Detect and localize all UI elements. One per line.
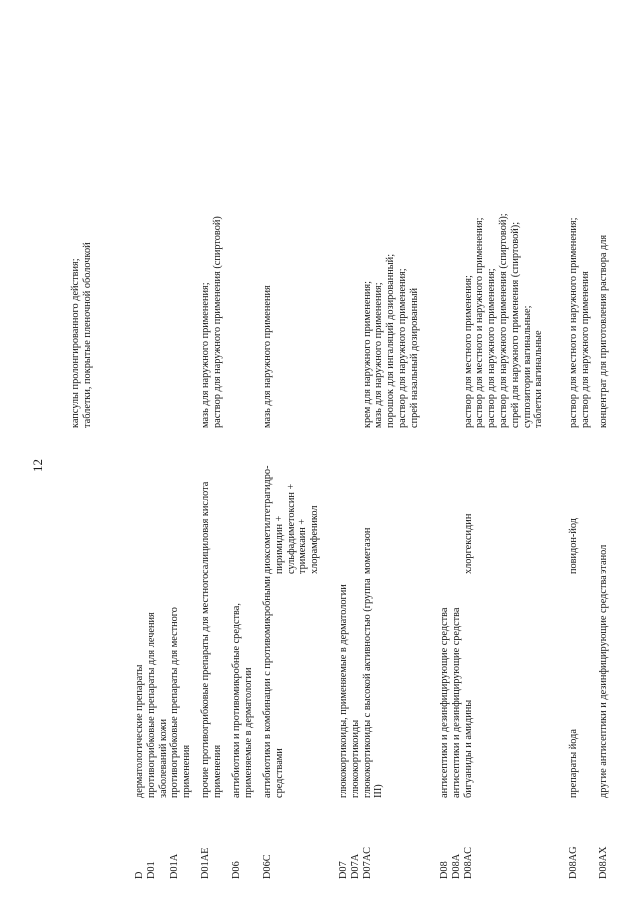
name-cell bbox=[439, 586, 474, 798]
forms-line: спрей для наружного применения (спиртовой); bbox=[509, 221, 521, 428]
code-line: D01 bbox=[145, 861, 157, 879]
code-line: D06 bbox=[231, 861, 242, 879]
name-line: антибиотики в комбинации с противомикробными bbox=[262, 576, 273, 798]
forms-line: раствор для наружного применения bbox=[579, 271, 591, 428]
substance-line bbox=[439, 444, 451, 574]
substance-line: сульфадиметоксин + bbox=[285, 483, 297, 574]
name-line: глюкокортикоиды, применяемые в дерматологии bbox=[338, 584, 349, 798]
name-cell bbox=[200, 573, 224, 798]
code-line: D08AC bbox=[462, 846, 474, 879]
name-line: применения bbox=[211, 744, 223, 798]
forms-cell bbox=[200, 13, 224, 428]
code-cell bbox=[338, 819, 373, 879]
forms-line: раствор для наружного применения (спиртовой) bbox=[211, 216, 223, 428]
forms-line: раствор для наружного применения; bbox=[486, 268, 498, 428]
name-line: III) bbox=[373, 784, 385, 798]
code-line: D07A bbox=[349, 853, 361, 879]
name-line: глюкокортикоиды bbox=[349, 719, 361, 798]
code-cell bbox=[439, 819, 474, 879]
substance-line bbox=[338, 444, 350, 574]
name-line: заболеваний кожи bbox=[157, 719, 169, 798]
substance-cell bbox=[568, 444, 580, 574]
substance-cell bbox=[338, 444, 373, 574]
substance-line: хлоргексидин bbox=[462, 513, 474, 574]
name-cell bbox=[231, 586, 255, 798]
name-line: противогрибковые препараты для лечения bbox=[145, 612, 157, 798]
substance-cell bbox=[439, 444, 474, 574]
code-cell bbox=[134, 819, 158, 879]
forms-line bbox=[338, 13, 350, 428]
forms-line bbox=[350, 13, 362, 428]
substance-line: салициловая кислота bbox=[200, 481, 211, 574]
forms-line bbox=[439, 13, 451, 428]
forms-line: раствор для местного и наружного применения; bbox=[474, 217, 486, 428]
forms-line: крем для наружного применения; bbox=[361, 280, 373, 428]
name-line: антисептики и дезинфицирующие средства bbox=[439, 607, 450, 798]
code-line: D08 bbox=[439, 861, 450, 879]
code-cell bbox=[169, 819, 181, 879]
name-line: глюкокортикоиды с высокой активностью (группа bbox=[361, 578, 373, 798]
forms-line: таблетки вагинальные bbox=[533, 330, 545, 428]
forms-line: спрей назальный дозированный bbox=[408, 287, 420, 428]
forms-line: раствор для местного и наружного применения; bbox=[568, 217, 579, 428]
substance-line: мометазон bbox=[361, 527, 373, 574]
forms-line: суппозитории вагинальные; bbox=[521, 305, 533, 428]
code-line: D07AC bbox=[361, 846, 373, 879]
page-number: 12 bbox=[30, 459, 45, 472]
code-cell bbox=[568, 819, 580, 879]
name-cell bbox=[169, 586, 193, 798]
code-line: D08AG bbox=[568, 846, 579, 879]
forms-line: раствор для местного применения; bbox=[462, 275, 474, 428]
code-cell bbox=[200, 819, 212, 879]
code-line: D bbox=[134, 871, 145, 879]
code-line: D06C bbox=[262, 854, 273, 879]
code-line: D08A bbox=[450, 853, 462, 879]
forms-line: мазь для наружного применения; bbox=[373, 282, 385, 428]
substance-line bbox=[350, 444, 362, 574]
name-cell bbox=[338, 578, 385, 798]
substance-cell bbox=[200, 444, 212, 574]
form-line: таблетки, покрытые пленочной оболочкой bbox=[81, 242, 93, 428]
forms-line: раствор для наружного применения (спиртовой); bbox=[497, 213, 509, 428]
substance-cell bbox=[598, 444, 610, 574]
substance-line bbox=[451, 444, 463, 574]
name-line: препараты йода bbox=[568, 729, 579, 798]
substance-line: тримекаин + bbox=[297, 518, 309, 574]
substance-line: пиримидин + bbox=[273, 515, 285, 574]
forms-line: концентрат для приготовления раствора для bbox=[598, 234, 609, 428]
substance-line: диоксометилтетрагидро- bbox=[262, 465, 273, 574]
code-line: D08AX bbox=[598, 846, 609, 879]
code-line: D07 bbox=[338, 861, 349, 879]
name-line: противогрибковые препараты для местного bbox=[169, 607, 180, 798]
forms-cell bbox=[338, 13, 421, 428]
code-cell bbox=[598, 819, 610, 879]
forms-line bbox=[451, 13, 463, 428]
code-cell bbox=[262, 819, 274, 879]
name-line: применения bbox=[180, 744, 192, 798]
forms-cell bbox=[70, 13, 94, 428]
name-cell bbox=[262, 576, 286, 798]
name-line: прочие противогрибковые препараты для местного bbox=[200, 573, 211, 798]
forms-line: раствор для наружного применения; bbox=[396, 268, 408, 428]
name-line: бигуаниды и амидины bbox=[462, 699, 474, 798]
code-line: D01A bbox=[169, 853, 180, 879]
form-line: капсулы пролонгированного действия; bbox=[70, 258, 81, 428]
forms-cell bbox=[262, 13, 274, 428]
forms-line: порошок для ингаляций дозированный; bbox=[385, 253, 397, 428]
name-cell bbox=[568, 586, 580, 798]
forms-cell bbox=[439, 13, 545, 428]
code-line: D01AE bbox=[200, 847, 211, 879]
forms-line: мазь для наружного применения bbox=[262, 285, 273, 428]
substance-cell bbox=[262, 444, 321, 574]
forms-cell bbox=[598, 13, 610, 428]
name-line: дерматологические препараты bbox=[134, 664, 145, 798]
forms-line: мазь для наружного применения; bbox=[200, 282, 211, 428]
substance-line: этанол bbox=[598, 544, 609, 574]
name-line: антибиотики и противомикробные средства, bbox=[231, 603, 242, 798]
rotated-page bbox=[20, 12, 620, 892]
name-line: средствами bbox=[273, 748, 285, 798]
forms-cell bbox=[568, 13, 592, 428]
substance-line: повидон-йод bbox=[568, 518, 579, 574]
name-cell bbox=[598, 575, 610, 798]
code-cell bbox=[231, 819, 243, 879]
name-line: антисептики и дезинфицирующие средства bbox=[450, 607, 462, 798]
name-line: применяемые в дерматологии bbox=[242, 667, 254, 798]
name-line: другие антисептики и дезинфицирующие средства bbox=[598, 575, 609, 798]
substance-line: хлорамфеникол bbox=[309, 505, 321, 574]
name-cell bbox=[134, 586, 169, 798]
